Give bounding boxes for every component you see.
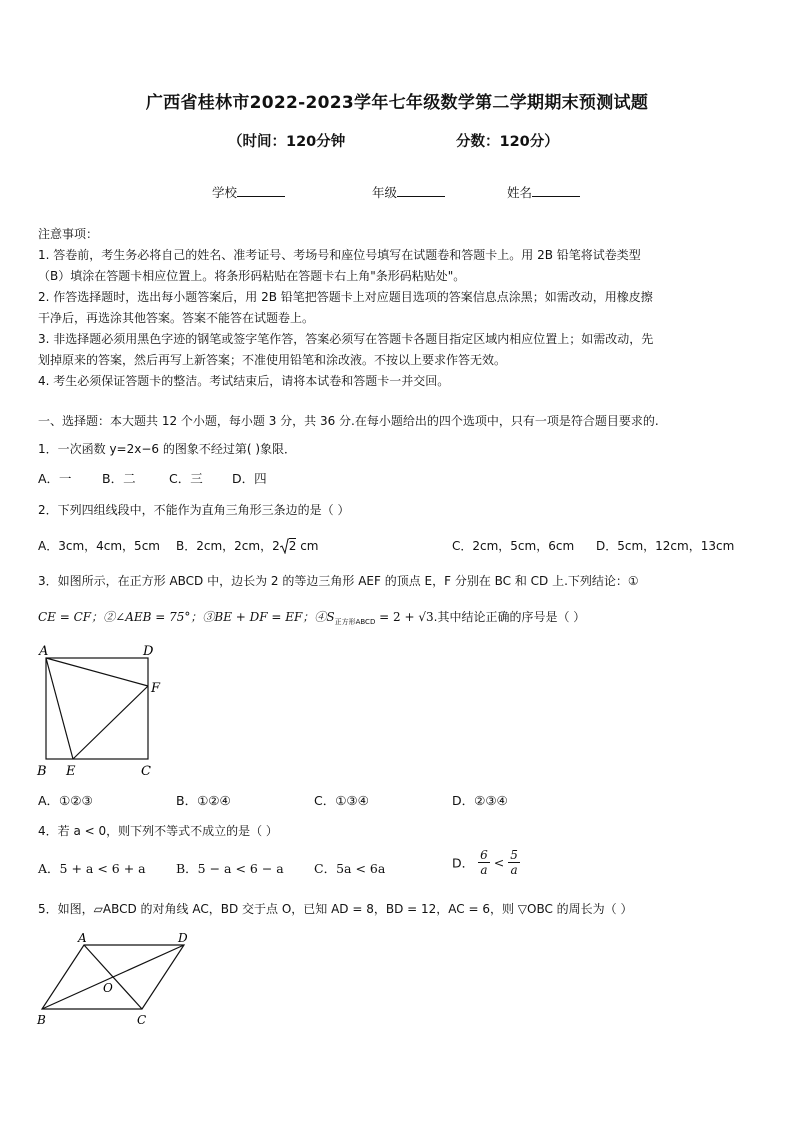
q4-option-c: C．5a < 6a: [314, 861, 386, 876]
less-than-sign: <: [493, 855, 505, 870]
sqrt-symbol: [280, 538, 297, 554]
note-line: 2. 作答选择题时，选出每小题答案后，用 2B 铅笔把答题卡上对应题目选项的答案信息点涂黑；如需改动，用橡皮擦: [38, 290, 653, 304]
notes-heading: 注意事项：: [38, 227, 99, 241]
name-field: [507, 183, 580, 201]
fraction-5-over-a: [508, 848, 520, 877]
grade-blank: [397, 184, 445, 197]
name-label: 姓名: [507, 185, 533, 200]
school-blank: [237, 184, 285, 197]
q4-option-b: B．5 − a < 6 − a: [176, 861, 284, 876]
square-figure: [34, 640, 174, 780]
q2-option-d: D．5cm，12cm，13cm: [596, 539, 735, 553]
point-label-e: E: [66, 764, 76, 779]
q2-option-b-text: B．2cm，2cm，2: [176, 539, 280, 553]
fraction-denominator: a: [480, 863, 488, 877]
square-abcd: [46, 658, 148, 759]
section-heading: 一、选择题：本大题共 12 个小题，每小题 3 分，共 36 分.在每小题给出的四个选项中，只有一项是符合题目要求的.: [38, 414, 659, 428]
question-4-stem: 4．若 a < 0，则下列不等式不成立的是（ ）: [38, 824, 278, 838]
q3-option-d: D．②③④: [452, 793, 508, 808]
note-line: 划掉原来的答案，然后再写上新答案；不准使用铅笔和涂改液。不按以上要求作答无效。: [38, 353, 507, 367]
question-5-stem: 5．如图，▱ABCD 的对角线 AC，BD 交于点 O，已知 AD = 8，BD = 12，AC = 6，则 ▽OBC 的周长为（ ）: [38, 902, 633, 916]
point-label-b: B: [37, 764, 47, 779]
name-blank: [532, 184, 580, 197]
q2-option-a: A．3cm，4cm，5cm: [38, 539, 160, 553]
fraction-6-over-a: [478, 848, 490, 877]
q2-option-b: [176, 537, 318, 554]
q2-option-c: C．2cm，5cm，6cm: [452, 539, 575, 553]
point-label-o: O: [103, 981, 113, 995]
q4-option-d: [452, 848, 520, 877]
q3-formula: CE = CF；②∠AEB = 75°；③BE + DF = EF；④S: [38, 610, 335, 624]
fraction-denominator: a: [510, 863, 518, 877]
q3-subscript: 正方形ABCD: [334, 618, 376, 626]
q2-option-b-unit: cm: [300, 539, 319, 553]
parallelogram-figure: [32, 930, 202, 1030]
note-line: （B）填涂在答题卡相应位置上。将条形码粘贴在答题卡右上角"条形码粘贴处"。: [38, 269, 466, 283]
question-2-stem: 2．下列四组线段中，不能作为直角三角形三条边的是（ ）: [38, 503, 350, 517]
q3-formula-value: = 2 + √3: [375, 610, 434, 624]
q1-option-d: D．四: [232, 471, 267, 486]
page-title: 广西省桂林市2022-2023学年七年级数学第二学期期末预测试题: [145, 93, 649, 113]
time-label: （时间：120分钟: [228, 134, 346, 150]
q4-option-a: A．5 + a < 6 + a: [38, 861, 146, 876]
q1-option-c: C．三: [169, 471, 203, 486]
segment-af: [46, 658, 148, 686]
point-label-f: F: [151, 681, 161, 696]
question-3-stem-line1: 3．如图所示，在正方形 ABCD 中，边长为 2 的等边三角形 AEF 的顶点 E，F 分别在 BC 和 CD 上.下列结论：①: [38, 574, 639, 588]
point-label-b: B: [37, 1013, 46, 1027]
fraction-numerator: 6: [480, 848, 488, 862]
point-label-c: C: [141, 764, 151, 779]
segment-ef: [73, 686, 148, 759]
point-label-d: D: [143, 644, 154, 659]
q1-option-a: A．一: [38, 471, 72, 486]
q1-option-b: B．二: [102, 471, 136, 486]
sqrt-radicand: 2: [288, 539, 297, 553]
note-line: 干净后，再选涂其他答案。答案不能答在试题卷上。: [38, 311, 315, 325]
point-label-a: A: [39, 644, 49, 659]
score-label: 分数：120分）: [456, 134, 559, 150]
q3-option-c: C．①③④: [314, 793, 369, 808]
school-label: 学校: [212, 185, 238, 200]
point-label-c: C: [137, 1013, 147, 1027]
question-3-stem-line2: [38, 608, 585, 627]
grade-field: [372, 183, 445, 201]
question-1-stem: 1．一次函数 y=2x−6 的图象不经过第( )象限．: [38, 442, 297, 456]
note-line: 3. 非选择题必须用黑色字迹的钢笔或签字笔作答，答案必须写在答题卡各题目指定区域内相应位置上；如需改动，先: [38, 332, 654, 346]
point-label-a: A: [78, 931, 87, 945]
q3-stem-tail: .其中结论正确的序号是（ ）: [433, 610, 586, 624]
segment-ae: [46, 658, 73, 759]
note-line: 1. 答卷前，考生务必将自己的姓名、准考证号、考场号和座位号填写在试题卷和答题卡上。用 2B 铅笔将试卷类型: [38, 248, 641, 262]
q3-option-a: A．①②③: [38, 793, 93, 808]
q4-option-d-label: D．: [452, 855, 475, 871]
note-line: 4. 考生必须保证答题卡的整洁。考试结束后，请将本试卷和答题卡一并交回。: [38, 374, 450, 388]
grade-label: 年级: [372, 185, 398, 200]
school-field: [212, 183, 285, 201]
fraction-numerator: 5: [510, 848, 518, 862]
point-label-d: D: [178, 931, 188, 945]
q3-option-b: B．①②④: [176, 793, 231, 808]
